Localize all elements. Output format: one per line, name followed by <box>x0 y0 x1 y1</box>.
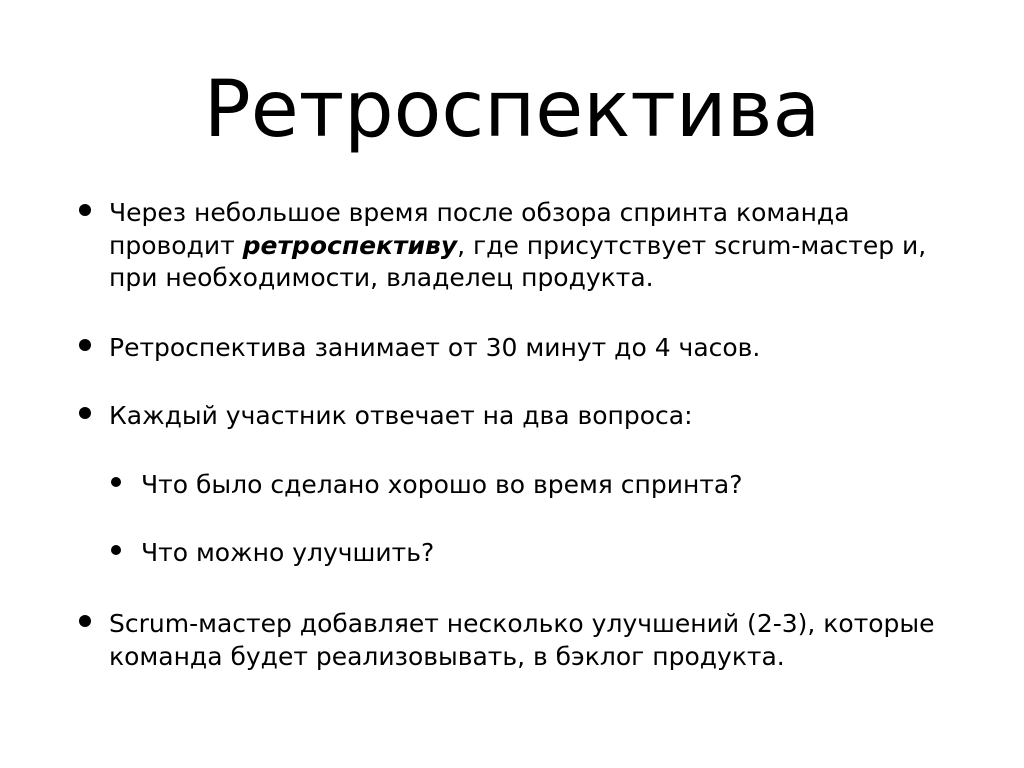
bullet-marker <box>79 615 91 627</box>
sub-bullet-marker <box>111 477 121 487</box>
sub-bullet-text-1: Что было сделано хорошо во время спринта? <box>141 470 743 499</box>
bullet-1-text-after: , где присутствует scrum-мастер и, при необходимости, владелец продукта. <box>109 230 927 292</box>
bullet-1-emphasis: ретроспективу <box>242 230 458 260</box>
bullet-1-text-before: Через небольшое время после обзора спринта команда проводит <box>109 198 850 260</box>
bullet-text-2: Ретроспектива занимает от 30 минут до 4 часов. <box>109 333 761 362</box>
bullet-text-3: Каждый участник отвечает на два вопроса: <box>109 401 693 430</box>
bullet-marker <box>79 407 91 419</box>
sub-bullet-text-2: Что можно улучшить? <box>141 538 435 567</box>
sub-bullet-marker <box>111 545 121 555</box>
bullet-marker <box>79 204 91 216</box>
bullet-marker <box>79 339 91 351</box>
slide-title: Ретроспектива <box>203 65 821 155</box>
bullet-text-1 <box>109 197 949 295</box>
bullet-text-4: Scrum-мастер добавляет несколько улучшений (2-3), которые команда будет реализовывать, в бэклог продукта. <box>109 609 935 671</box>
